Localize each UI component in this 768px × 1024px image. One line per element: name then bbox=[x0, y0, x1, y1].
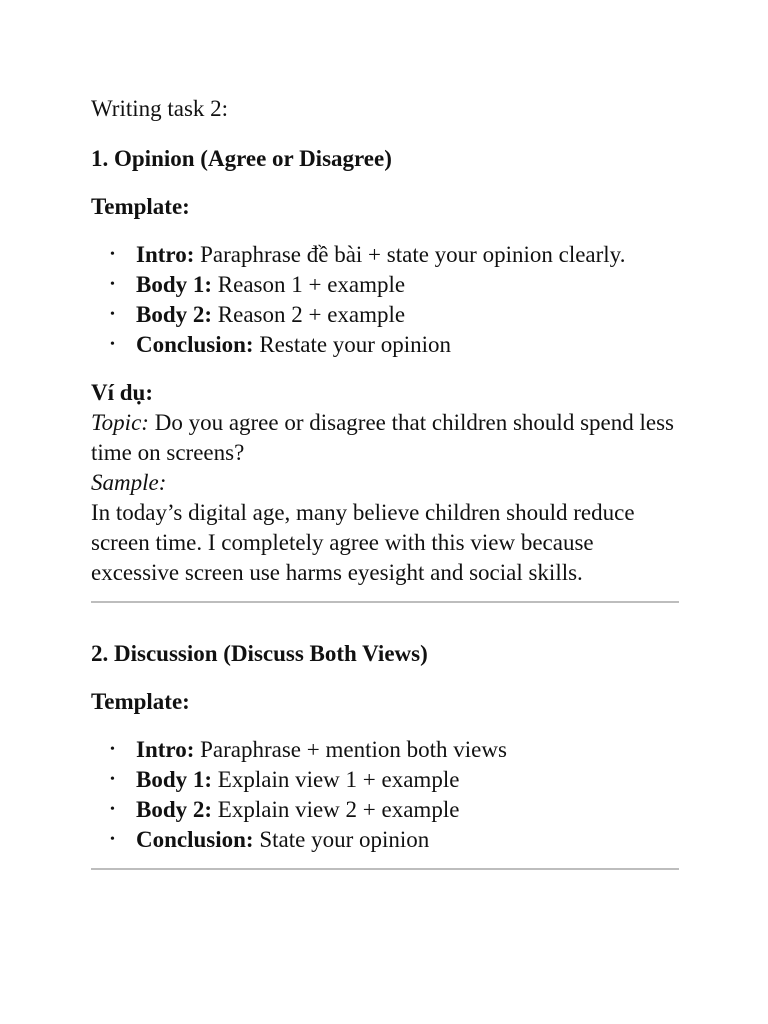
bullet-icon: • bbox=[110, 337, 115, 352]
document-title: Writing task 2: bbox=[91, 96, 229, 121]
item-label: Body 2: bbox=[136, 302, 213, 327]
bullet-icon: • bbox=[110, 742, 115, 757]
section-discussion bbox=[91, 639, 679, 870]
template-label: Template: bbox=[91, 689, 190, 714]
list-item bbox=[91, 270, 679, 300]
topic-label: Topic: bbox=[91, 410, 149, 435]
item-label: Intro: bbox=[136, 737, 195, 762]
bullet-icon: • bbox=[110, 307, 115, 322]
item-text: Reason 1 + example bbox=[212, 272, 406, 297]
list-item bbox=[91, 735, 679, 765]
template-list bbox=[91, 735, 679, 855]
template-list bbox=[91, 240, 679, 360]
bullet-icon: • bbox=[110, 277, 115, 292]
item-text: Restate your opinion bbox=[253, 332, 451, 357]
list-item bbox=[91, 300, 679, 330]
item-text: Explain view 2 + example bbox=[212, 797, 460, 822]
item-label: Conclusion: bbox=[136, 827, 254, 852]
bullet-icon: • bbox=[110, 772, 115, 787]
list-item bbox=[91, 240, 679, 270]
item-label: Body 1: bbox=[136, 767, 213, 792]
section-opinion bbox=[91, 144, 679, 603]
item-text: Paraphrase đề bài + state your opinion clearly. bbox=[194, 242, 626, 267]
example-label: Ví dụ: bbox=[91, 380, 153, 405]
topic-line bbox=[91, 408, 679, 468]
bullet-icon: • bbox=[110, 802, 115, 817]
list-item bbox=[91, 825, 679, 855]
section-divider bbox=[91, 868, 679, 870]
list-item bbox=[91, 795, 679, 825]
list-item bbox=[91, 330, 679, 360]
item-label: Intro: bbox=[136, 242, 195, 267]
example-block bbox=[91, 378, 679, 588]
item-label: Body 1: bbox=[136, 272, 213, 297]
sample-label: Sample: bbox=[91, 470, 167, 495]
section-heading: 1. Opinion (Agree or Disagree) bbox=[91, 146, 392, 171]
item-label: Conclusion: bbox=[136, 332, 254, 357]
bullet-icon: • bbox=[110, 832, 115, 847]
list-item bbox=[91, 765, 679, 795]
item-text: Paraphrase + mention both views bbox=[194, 737, 507, 762]
topic-text: Do you agree or disagree that children should spend less time on screens? bbox=[91, 410, 674, 465]
item-text: Reason 2 + example bbox=[212, 302, 406, 327]
template-label: Template: bbox=[91, 194, 190, 219]
item-label: Body 2: bbox=[136, 797, 213, 822]
bullet-icon: • bbox=[110, 247, 115, 262]
item-text: State your opinion bbox=[253, 827, 430, 852]
document-page bbox=[91, 94, 679, 870]
section-heading: 2. Discussion (Discuss Both Views) bbox=[91, 641, 428, 666]
item-text: Explain view 1 + example bbox=[212, 767, 460, 792]
sample-text: In today’s digital age, many believe children should reduce screen time. I completely agree with this view because excessive screen use harms eyesight and social skills. bbox=[91, 500, 635, 585]
